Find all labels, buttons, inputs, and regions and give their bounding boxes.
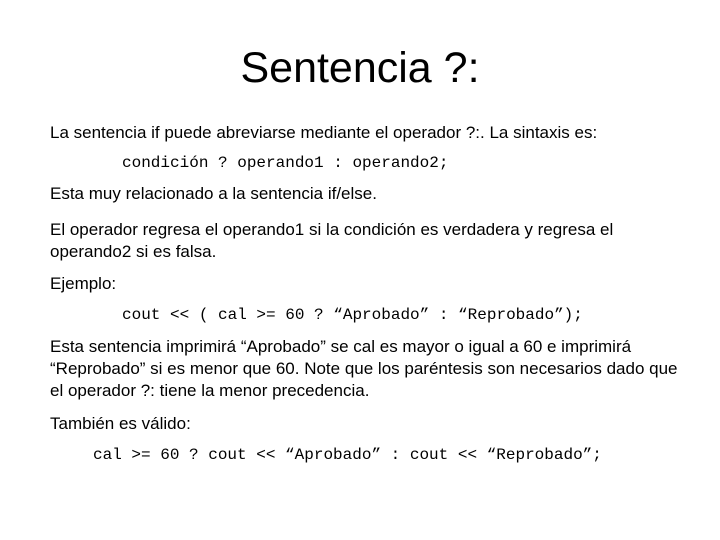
also-valid-label: También es válido: <box>50 414 191 433</box>
intro-paragraph: La sentencia if puede abreviarse mediante el operador ?:. La sintaxis es: <box>50 123 598 142</box>
behavior-paragraph: El operador regresa el operando1 si la condición es verdadera y regresa el operando2 si es falsa. <box>50 220 614 261</box>
explanation-paragraph: Esta sentencia imprimirá “Aprobado” se cal es mayor o igual a 60 e imprimirá “Reprobado” si es menor que 60. Note que los paréntesis son necesarios dado que el operador ?: tiene la menor precedencia. <box>50 337 678 400</box>
syntax-code: condición ? operando1 : operando2; <box>122 154 449 172</box>
example-label: Ejemplo: <box>50 274 117 293</box>
example-code: cout << ( cal >= 60 ? “Aprobado” : “Reprobado”); <box>122 306 583 324</box>
slide-title: Sentencia ?: <box>240 44 480 92</box>
relation-paragraph: Esta muy relacionado a la sentencia if/else. <box>50 184 377 203</box>
alternative-code: cal >= 60 ? cout << “Aprobado” : cout << “Reprobado”; <box>93 446 602 464</box>
